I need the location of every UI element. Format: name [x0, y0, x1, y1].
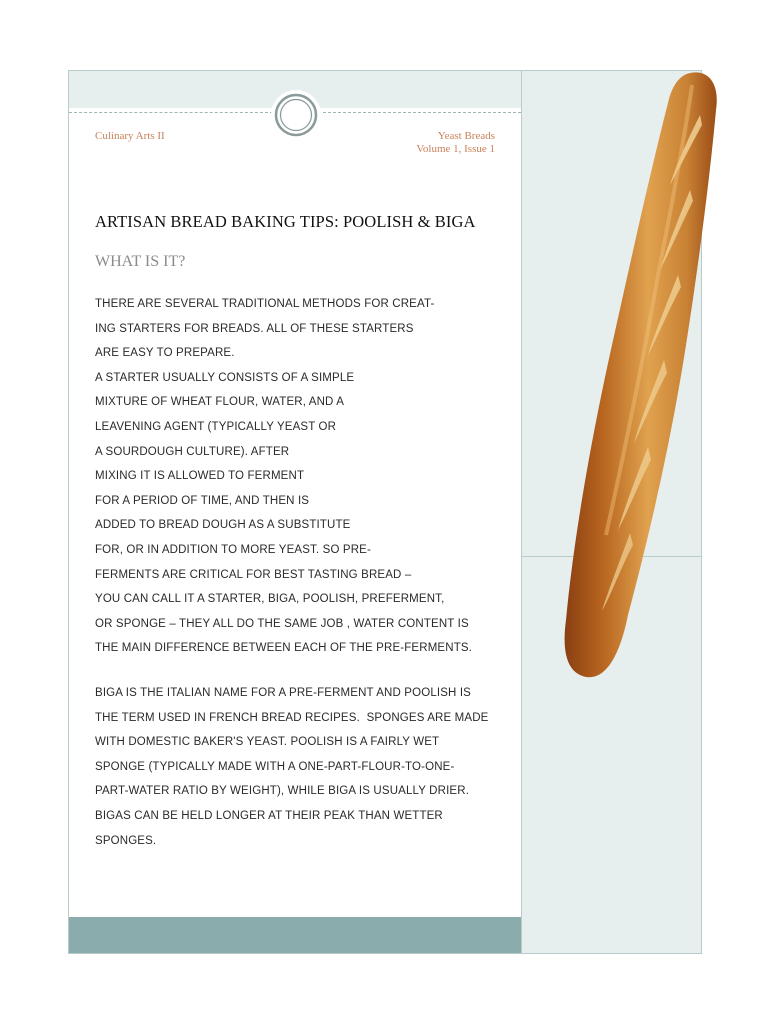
article-title: ARTISAN BREAD BAKING TIPS: POOLISH & BIGA [95, 212, 476, 231]
dashed-divider-left [69, 112, 273, 113]
text-line: MIXING IT IS ALLOWED TO FERMENT [95, 470, 305, 483]
text-line: THERE ARE SEVERAL TRADITIONAL METHODS FOR CREAT- [95, 298, 435, 310]
section-name: Yeast Breads [437, 130, 495, 142]
dashed-divider-right [318, 112, 521, 113]
text-line: ADDED TO BREAD DOUGH AS A SUBSTITUTE [95, 519, 351, 532]
ring-ornament-icon [271, 90, 321, 140]
issue-info [416, 130, 495, 156]
text-line: WITH DOMESTIC BAKER'S YEAST. POOLISH IS A FAIRLY WET [95, 736, 440, 749]
text-line: FERMENTS ARE CRITICAL FOR BEST TASTING BREAD – [95, 568, 412, 581]
text-line: A SOURDOUGH CULTURE). AFTER [95, 445, 290, 458]
text-line: THE TERM USED IN FRENCH BREAD RECIPES. SPONGES ARE MADE [95, 711, 489, 724]
baguette-image [540, 55, 740, 695]
course-name: Culinary Arts II [95, 130, 165, 142]
text-line: ARE EASY TO PREPARE. [95, 347, 235, 360]
text-line: SPONGES. [95, 834, 157, 847]
paragraph-1 [95, 292, 505, 661]
text-line: BIGAS CAN BE HELD LONGER AT THEIR PEAK THAN WETTER [95, 809, 443, 822]
bottom-band [69, 917, 521, 953]
article-subtitle: WHAT IS IT? [95, 253, 186, 270]
text-line: SPONGE (TYPICALLY MADE WITH A ONE-PART-FLOUR-TO-ONE- [95, 760, 455, 773]
text-line: FOR A PERIOD OF TIME, AND THEN IS [95, 494, 310, 507]
text-line: OR SPONGE – THEY ALL DO THE SAME JOB , WATER CONTENT IS [95, 617, 469, 630]
volume-issue: Volume 1, Issue 1 [416, 143, 495, 155]
text-line: ING STARTERS FOR BREADS. ALL OF THESE STARTERS [95, 322, 414, 335]
paragraph-2 [95, 681, 505, 853]
text-line: A STARTER USUALLY CONSISTS OF A SIMPLE [95, 371, 355, 384]
text-line: THE MAIN DIFFERENCE BETWEEN EACH OF THE PRE-FERMENTS. [95, 642, 473, 655]
text-line: MIXTURE OF WHEAT FLOUR, WATER, AND A [95, 396, 345, 409]
text-line: PART-WATER RATIO BY WEIGHT), WHILE BIGA IS USUALLY DRIER. [95, 785, 470, 798]
text-line: BIGA IS THE ITALIAN NAME FOR A PRE-FERMENT AND POOLISH IS [95, 687, 471, 699]
text-line: YOU CAN CALL IT A STARTER, BIGA, POOLISH, PREFERMENT, [95, 593, 445, 606]
text-line: FOR, OR IN ADDITION TO MORE YEAST. SO PRE- [95, 543, 371, 556]
text-line: LEAVENING AGENT (TYPICALLY YEAST OR [95, 420, 337, 433]
